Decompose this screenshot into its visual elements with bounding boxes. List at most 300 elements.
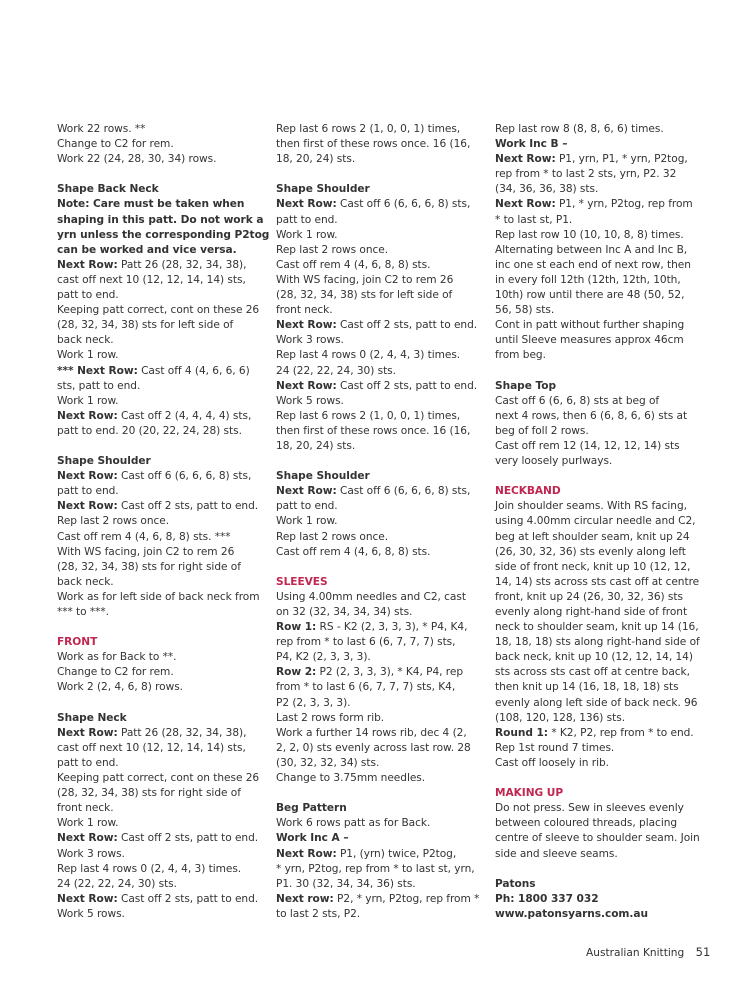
- text-line: [57, 545, 265, 560]
- column-middle: [276, 122, 484, 922]
- bold-label: Next Row:: [495, 198, 556, 211]
- text-line: [57, 530, 265, 545]
- bold-label: shaping in this patt. Do not work a: [57, 213, 264, 226]
- bold-label: Next Row:: [57, 832, 118, 845]
- text-line: [57, 364, 265, 379]
- text-line: [57, 560, 265, 575]
- text-line: [57, 816, 265, 831]
- text-line: [495, 590, 703, 605]
- instruction-text: Cast off rem 4 (4, 6, 8, 8) sts. ***: [57, 530, 231, 543]
- instruction-text: side of front neck, knit up 10 (12, 12,: [495, 560, 691, 573]
- text-line: [57, 258, 265, 273]
- instruction-text: beg of foll 2 rows.: [495, 424, 589, 437]
- instruction-text: P2, * yrn, P2tog, rep from *: [333, 892, 480, 905]
- text-line: [276, 318, 484, 333]
- instruction-text: Cast off 6 (6, 6, 6, 8) sts,: [336, 198, 471, 211]
- instruction-text: Cast off 6 (6, 6, 6, 8) sts,: [117, 470, 252, 483]
- text-line: [57, 650, 265, 665]
- text-line: [495, 635, 703, 650]
- instruction-text: Work 1 row.: [57, 394, 119, 407]
- instruction-text: Rep last 2 rows once.: [276, 530, 389, 543]
- text-line: [495, 182, 703, 197]
- paragraph-gap: [495, 862, 703, 877]
- instruction-text: Patt 26 (28, 32, 34, 38),: [117, 726, 247, 739]
- text-line: [495, 726, 703, 741]
- instruction-text: Work 1 row.: [276, 228, 338, 241]
- section-heading: Shape Back Neck: [57, 183, 159, 196]
- instruction-text: Cast off 2 (4, 4, 4, 4) sts,: [117, 409, 252, 422]
- text-line: [276, 726, 484, 741]
- text-line: [276, 484, 484, 499]
- instruction-text: sts across sts cast off at centre back,: [495, 666, 690, 679]
- bold-label: Next row:: [276, 892, 334, 905]
- instruction-text: Rep last row 8 (8, 8, 6, 6) times.: [495, 123, 664, 135]
- instruction-text: P1. 30 (32, 34, 34, 36) sts.: [276, 877, 416, 890]
- instruction-text: P1, * yrn, P2tog, rep from: [555, 198, 693, 211]
- text-line: [276, 605, 484, 620]
- instruction-text: centre of sleeve to shoulder seam. Join: [495, 832, 700, 845]
- text-line: [495, 318, 703, 333]
- text-line: [495, 680, 703, 695]
- instruction-text: rep from * to last 6 (6, 7, 7, 7) sts,: [276, 636, 456, 649]
- text-line: [276, 847, 484, 862]
- text-line: [57, 424, 265, 439]
- text-line: [276, 590, 484, 605]
- paragraph-gap: [57, 620, 265, 635]
- text-line: [276, 831, 484, 846]
- text-line: [57, 303, 265, 318]
- text-line: [57, 333, 265, 348]
- text-line: [495, 137, 703, 152]
- text-line: [495, 711, 703, 726]
- bold-label: Next Row:: [495, 153, 556, 166]
- bold-label: Work Inc B –: [495, 138, 568, 151]
- instruction-text: Cast off 2 sts, patt to end.: [117, 832, 259, 845]
- paragraph-gap: [495, 771, 703, 786]
- paragraph-gap: [276, 454, 484, 469]
- text-line: [57, 379, 265, 394]
- text-line: [495, 847, 703, 862]
- instruction-text: between coloured threads, placing: [495, 817, 678, 830]
- instruction-text: (26, 30, 32, 36) sts evenly along left: [495, 545, 686, 558]
- text-line: [276, 333, 484, 348]
- bold-label: Next Row:: [57, 892, 118, 905]
- instruction-text: rep from * to last 2 sts, yrn, P2. 32: [495, 168, 677, 181]
- text-line: [57, 213, 265, 228]
- bold-label: Next Row:: [57, 258, 118, 271]
- text-line: [276, 213, 484, 228]
- text-line: [57, 756, 265, 771]
- text-line: [57, 273, 265, 288]
- text-line: [495, 197, 703, 212]
- instruction-text: (28, 32, 34, 38) sts for right side of: [57, 560, 241, 573]
- instruction-text: With WS facing, join C2 to rem 26: [57, 545, 235, 558]
- bold-label: Note: Care must be taken when: [57, 198, 245, 211]
- instruction-text: Keeping patt correct, cont on these 26: [57, 772, 260, 785]
- page-number: 51: [695, 945, 711, 959]
- instruction-text: Cast off rem 4 (4, 6, 8, 8) sts.: [276, 545, 431, 558]
- text-line: [276, 680, 484, 695]
- instruction-text: Join shoulder seams. With RS facing,: [495, 500, 687, 513]
- instruction-text: front neck.: [276, 304, 333, 317]
- section-title: MAKING UP: [495, 787, 564, 800]
- text-line: [276, 530, 484, 545]
- bold-label: Next Row:: [276, 198, 337, 211]
- text-line: [495, 756, 703, 771]
- instruction-text: patt to end. 20 (20, 22, 24, 28) sts.: [57, 424, 242, 437]
- instruction-text: from * to last 6 (6, 7, 7, 7) sts, K4,: [276, 681, 456, 694]
- text-line: [276, 907, 484, 922]
- text-line: [276, 756, 484, 771]
- text-line: [495, 394, 703, 409]
- text-line: [495, 545, 703, 560]
- text-line: [276, 514, 484, 529]
- section-heading: Shape Neck: [57, 711, 127, 724]
- text-line: [276, 877, 484, 892]
- bold-label: Work Inc A –: [276, 832, 349, 845]
- text-line: [495, 333, 703, 348]
- text-line: [57, 801, 265, 816]
- instruction-text: using 4.00mm circular needle and C2,: [495, 515, 696, 528]
- text-line: [57, 152, 265, 167]
- text-line: [57, 348, 265, 363]
- instruction-text: Patt 26 (28, 32, 34, 38),: [117, 258, 247, 271]
- instruction-text: With WS facing, join C2 to rem 26: [276, 273, 454, 286]
- section-heading: Shape Shoulder: [276, 470, 370, 483]
- bold-label: Ph: 1800 337 032: [495, 892, 599, 905]
- section-heading: Shape Top: [495, 379, 557, 392]
- text-line: [495, 514, 703, 529]
- text-line: [276, 379, 484, 394]
- text-line: [57, 137, 265, 152]
- bold-label: Row 2:: [276, 666, 317, 679]
- text-line: [276, 197, 484, 212]
- text-line: [276, 741, 484, 756]
- instruction-text: neck to shoulder seam, knit up 14 (16,: [495, 621, 699, 634]
- text-line: [495, 273, 703, 288]
- text-line: [276, 122, 484, 137]
- instruction-text: beg at left shoulder seam, knit up 24: [495, 530, 690, 543]
- text-line: [276, 364, 484, 379]
- text-line: [276, 696, 484, 711]
- paragraph-gap: [57, 696, 265, 711]
- instruction-text: Change to 3.75mm needles.: [276, 772, 426, 785]
- text-line: [57, 469, 265, 484]
- text-line: [57, 575, 265, 590]
- instruction-text: * to last st, P1.: [495, 213, 573, 226]
- text-line: [495, 530, 703, 545]
- instruction-text: Work 22 rows. **: [57, 123, 146, 135]
- text-line: [495, 439, 703, 454]
- text-line: [57, 907, 265, 922]
- instruction-text: Using 4.00mm needles and C2, cast: [276, 590, 466, 603]
- paragraph-gap: [495, 364, 703, 379]
- text-line: [57, 122, 265, 137]
- instruction-text: patt to end.: [57, 756, 119, 769]
- text-line: [57, 726, 265, 741]
- instruction-text: 18, 20, 24) sts.: [276, 439, 356, 452]
- text-line: [276, 635, 484, 650]
- instruction-text: (108, 120, 128, 136) sts.: [495, 711, 626, 724]
- instruction-text: (28, 32, 34, 38) sts for left side of: [57, 319, 234, 332]
- bold-label: yrn unless the corresponding P2tog: [57, 228, 270, 241]
- text-line: [495, 228, 703, 243]
- text-line: [495, 243, 703, 258]
- instruction-text: sts, patt to end.: [57, 379, 141, 392]
- bold-label: Row 1:: [276, 621, 317, 634]
- instruction-text: Cast off rem 4 (4, 6, 8, 8) sts.: [276, 258, 431, 271]
- instruction-text: Rep last 2 rows once.: [57, 515, 170, 528]
- instruction-text: Work 5 rows.: [57, 907, 125, 920]
- instruction-text: 2, 2, 0) sts evenly across last row. 28: [276, 741, 471, 754]
- instruction-text: Work as for Back to **.: [57, 651, 177, 664]
- instruction-text: Last 2 rows form rib.: [276, 711, 385, 724]
- text-line: [57, 394, 265, 409]
- text-line: [276, 258, 484, 273]
- instruction-text: very loosely purlways.: [495, 455, 613, 468]
- section-heading: Shape Shoulder: [57, 455, 151, 468]
- text-line: [495, 258, 703, 273]
- instruction-text: *** to ***.: [57, 606, 109, 618]
- bold-label: www.patonsyarns.com.au: [495, 907, 648, 920]
- text-line: [57, 831, 265, 846]
- bold-label: Next Row:: [57, 500, 118, 513]
- text-line: [276, 711, 484, 726]
- text-line: [276, 303, 484, 318]
- instruction-text: (28, 32, 34, 38) sts for right side of: [57, 787, 241, 800]
- instruction-text: 24 (22, 22, 24, 30) sts.: [276, 364, 396, 377]
- section-title: SLEEVES: [276, 575, 328, 588]
- instruction-text: Work 6 rows patt as for Back.: [276, 817, 431, 830]
- text-line: [57, 771, 265, 786]
- text-line: [57, 590, 265, 605]
- instruction-text: evenly along right-hand side of front: [495, 606, 688, 618]
- instruction-text: then first of these rows once. 16 (16,: [276, 138, 471, 151]
- text-line: [276, 892, 484, 907]
- text-line: [495, 288, 703, 303]
- text-line: [495, 892, 703, 907]
- instruction-text: patt to end.: [276, 213, 338, 226]
- bold-label: *** Next Row:: [57, 364, 138, 377]
- instruction-text: 56, 58) sts.: [495, 304, 555, 317]
- text-line: [276, 409, 484, 424]
- text-line: [495, 741, 703, 756]
- text-line: [57, 741, 265, 756]
- instruction-text: (34, 36, 36, 38) sts.: [495, 183, 599, 196]
- instruction-text: 18, 18, 18) sts along right-hand side of: [495, 636, 700, 649]
- column-left: [57, 122, 270, 922]
- text-line: [495, 499, 703, 514]
- instruction-text: Cast off 2 sts, patt to end.: [117, 500, 259, 513]
- text-line: [276, 424, 484, 439]
- text-line: [276, 137, 484, 152]
- instruction-text: (30, 32, 32, 34) sts.: [276, 756, 380, 769]
- section-heading: Shape Shoulder: [276, 183, 370, 196]
- bold-label: can be worked and vice versa.: [57, 243, 237, 256]
- page-footer: [586, 945, 710, 959]
- paragraph-gap: [57, 167, 265, 182]
- bold-label: Next Row:: [276, 485, 337, 498]
- paragraph-gap: [276, 167, 484, 182]
- text-line: [57, 665, 265, 680]
- text-line: [495, 575, 703, 590]
- instruction-text: then first of these rows once. 16 (16,: [276, 424, 471, 437]
- instruction-text: Cast off 4 (4, 6, 6, 6): [137, 364, 250, 377]
- instruction-text: patt to end.: [276, 500, 338, 513]
- text-line: [57, 228, 270, 243]
- instruction-text: patt to end.: [57, 289, 119, 302]
- instruction-text: front neck.: [57, 802, 114, 815]
- instruction-text: P1, (yrn) twice, P2tog,: [336, 847, 457, 860]
- text-line: [57, 409, 265, 424]
- text-line: [495, 152, 703, 167]
- instruction-text: in every foll 12th (12th, 12th, 10th,: [495, 273, 681, 286]
- text-line: [57, 892, 265, 907]
- instruction-text: back neck, knit up 10 (12, 12, 14, 14): [495, 651, 693, 664]
- text-line: [57, 862, 265, 877]
- instruction-text: Work 3 rows.: [276, 334, 344, 347]
- instruction-text: front, knit up 24 (26, 30, 32, 36) sts: [495, 590, 683, 603]
- instruction-text: Keeping patt correct, cont on these 26: [57, 304, 260, 317]
- instruction-text: next 4 rows, then 6 (6, 8, 6, 6) sts at: [495, 409, 688, 422]
- instruction-text: Cast off 2 sts, patt to end.: [336, 379, 478, 392]
- instruction-text: Cast off 2 sts, patt to end.: [117, 892, 259, 905]
- text-line: [495, 831, 703, 846]
- paragraph-gap: [276, 786, 484, 801]
- text-line: [276, 348, 484, 363]
- instruction-text: on 32 (32, 34, 34, 34) sts.: [276, 606, 413, 618]
- instruction-text: evenly along left side of back neck. 96: [495, 696, 698, 709]
- text-line: [495, 696, 703, 711]
- text-line: [57, 288, 265, 303]
- text-line: [495, 213, 703, 228]
- instruction-text: Work 3 rows.: [57, 847, 125, 860]
- bold-label: Patons: [495, 877, 536, 890]
- instruction-text: back neck.: [57, 334, 114, 347]
- bold-label: Round 1:: [495, 726, 548, 739]
- instruction-text: then knit up 14 (16, 18, 18, 18) sts: [495, 681, 679, 694]
- text-line: [276, 665, 484, 680]
- instruction-text: P2 (2, 3, 3, 3), * K4, P4, rep: [316, 666, 464, 679]
- instruction-text: Rep last 6 rows 2 (1, 0, 0, 1) times,: [276, 409, 461, 422]
- column-right: [495, 122, 703, 922]
- text-line: [57, 514, 265, 529]
- instruction-text: Change to C2 for rem.: [57, 666, 174, 679]
- instruction-text: Work 2 (2, 4, 6, 8) rows.: [57, 681, 184, 694]
- instruction-text: Cast off 6 (6, 6, 6, 8) sts,: [336, 485, 471, 498]
- bold-label: Next Row:: [276, 847, 337, 860]
- bold-label: Next Row:: [276, 379, 337, 392]
- text-line: [495, 424, 703, 439]
- text-line: [276, 152, 484, 167]
- instruction-text: Rep last 2 rows once.: [276, 243, 389, 256]
- text-line: [276, 394, 484, 409]
- section-heading: Beg Pattern: [276, 802, 347, 815]
- section-title: FRONT: [57, 636, 98, 649]
- instruction-text: Rep 1st round 7 times.: [495, 741, 615, 754]
- text-line: [276, 771, 484, 786]
- paragraph-gap: [495, 469, 703, 484]
- text-line: [495, 801, 703, 816]
- instruction-text: Cast off 2 sts, patt to end.: [336, 319, 478, 332]
- text-line: [276, 620, 484, 635]
- text-line: [495, 454, 703, 469]
- instruction-text: Work 1 row.: [57, 817, 119, 830]
- instruction-text: 18, 20, 24) sts.: [276, 153, 356, 166]
- instruction-text: Rep last 4 rows 0 (2, 4, 4, 3) times.: [276, 349, 461, 362]
- text-line: [276, 243, 484, 258]
- text-line: [57, 847, 265, 862]
- instruction-text: Work as for left side of back neck from: [57, 590, 260, 603]
- text-line: [276, 273, 484, 288]
- instruction-text: Rep last 4 rows 0 (2, 4, 4, 3) times.: [57, 862, 242, 875]
- text-line: [276, 862, 484, 877]
- text-line: [276, 499, 484, 514]
- instruction-text: Work 5 rows.: [276, 394, 344, 407]
- text-line: [276, 816, 484, 831]
- instruction-text: 10th) row until there are 48 (50, 52,: [495, 289, 685, 302]
- instruction-text: Do not press. Sew in sleeves evenly: [495, 802, 684, 815]
- instruction-text: Work 22 (24, 28, 30, 34) rows.: [57, 153, 217, 166]
- instruction-text: Cont in patt without further shaping: [495, 319, 685, 332]
- text-line: [495, 620, 703, 635]
- text-line: [57, 484, 265, 499]
- instruction-text: Change to C2 for rem.: [57, 138, 174, 151]
- text-line: [276, 228, 484, 243]
- instruction-text: cast off next 10 (12, 12, 14, 14) sts,: [57, 273, 246, 286]
- instruction-text: to last 2 sts, P2.: [276, 907, 361, 920]
- text-line: [495, 816, 703, 831]
- instruction-text: Rep last row 10 (10, 10, 8, 8) times.: [495, 228, 684, 241]
- text-line: [495, 409, 703, 424]
- bold-label: Next Row:: [276, 319, 337, 332]
- publication-name: Australian Knitting: [586, 947, 685, 959]
- instruction-text: Cast off 6 (6, 6, 8) sts at beg of: [495, 394, 660, 407]
- text-line: [495, 122, 703, 137]
- instruction-text: Cast off rem 12 (14, 12, 12, 14) sts: [495, 439, 680, 452]
- instruction-text: * yrn, P2tog, rep from * to last st, yrn,: [276, 862, 475, 875]
- text-line: [495, 348, 703, 363]
- instruction-text: P1, yrn, P1, * yrn, P2tog,: [555, 153, 688, 166]
- text-line: [57, 499, 265, 514]
- text-line: [57, 786, 265, 801]
- bold-label: Next Row:: [57, 726, 118, 739]
- text-line: [495, 605, 703, 620]
- instruction-text: * K2, P2, rep from * to end.: [548, 726, 694, 739]
- instruction-text: until Sleeve measures approx 46cm: [495, 334, 684, 347]
- instruction-text: RS - K2 (2, 3, 3, 3), * P4, K4,: [316, 621, 468, 634]
- instruction-text: 24 (22, 22, 24, 30) sts.: [57, 877, 177, 890]
- text-line: [495, 167, 703, 182]
- instruction-text: back neck.: [57, 575, 114, 588]
- text-line: [276, 650, 484, 665]
- instruction-text: (28, 32, 34, 38) sts for left side of: [276, 289, 453, 302]
- text-line: [495, 303, 703, 318]
- instruction-text: Rep last 6 rows 2 (1, 0, 0, 1) times,: [276, 123, 461, 135]
- instruction-text: Work 1 row.: [276, 515, 338, 528]
- instruction-text: cast off next 10 (12, 12, 14, 14) sts,: [57, 741, 246, 754]
- instruction-text: P4, K2 (2, 3, 3, 3).: [276, 651, 371, 664]
- text-line: [276, 288, 484, 303]
- instruction-text: Work 1 row.: [57, 349, 119, 362]
- text-line: [495, 877, 703, 892]
- text-line: [495, 907, 703, 922]
- instruction-text: P2 (2, 3, 3, 3).: [276, 696, 351, 709]
- instruction-text: 14, 14) sts across sts cast off at centre: [495, 575, 700, 588]
- instruction-text: patt to end.: [57, 485, 119, 498]
- text-line: [57, 197, 265, 212]
- text-line: [276, 545, 484, 560]
